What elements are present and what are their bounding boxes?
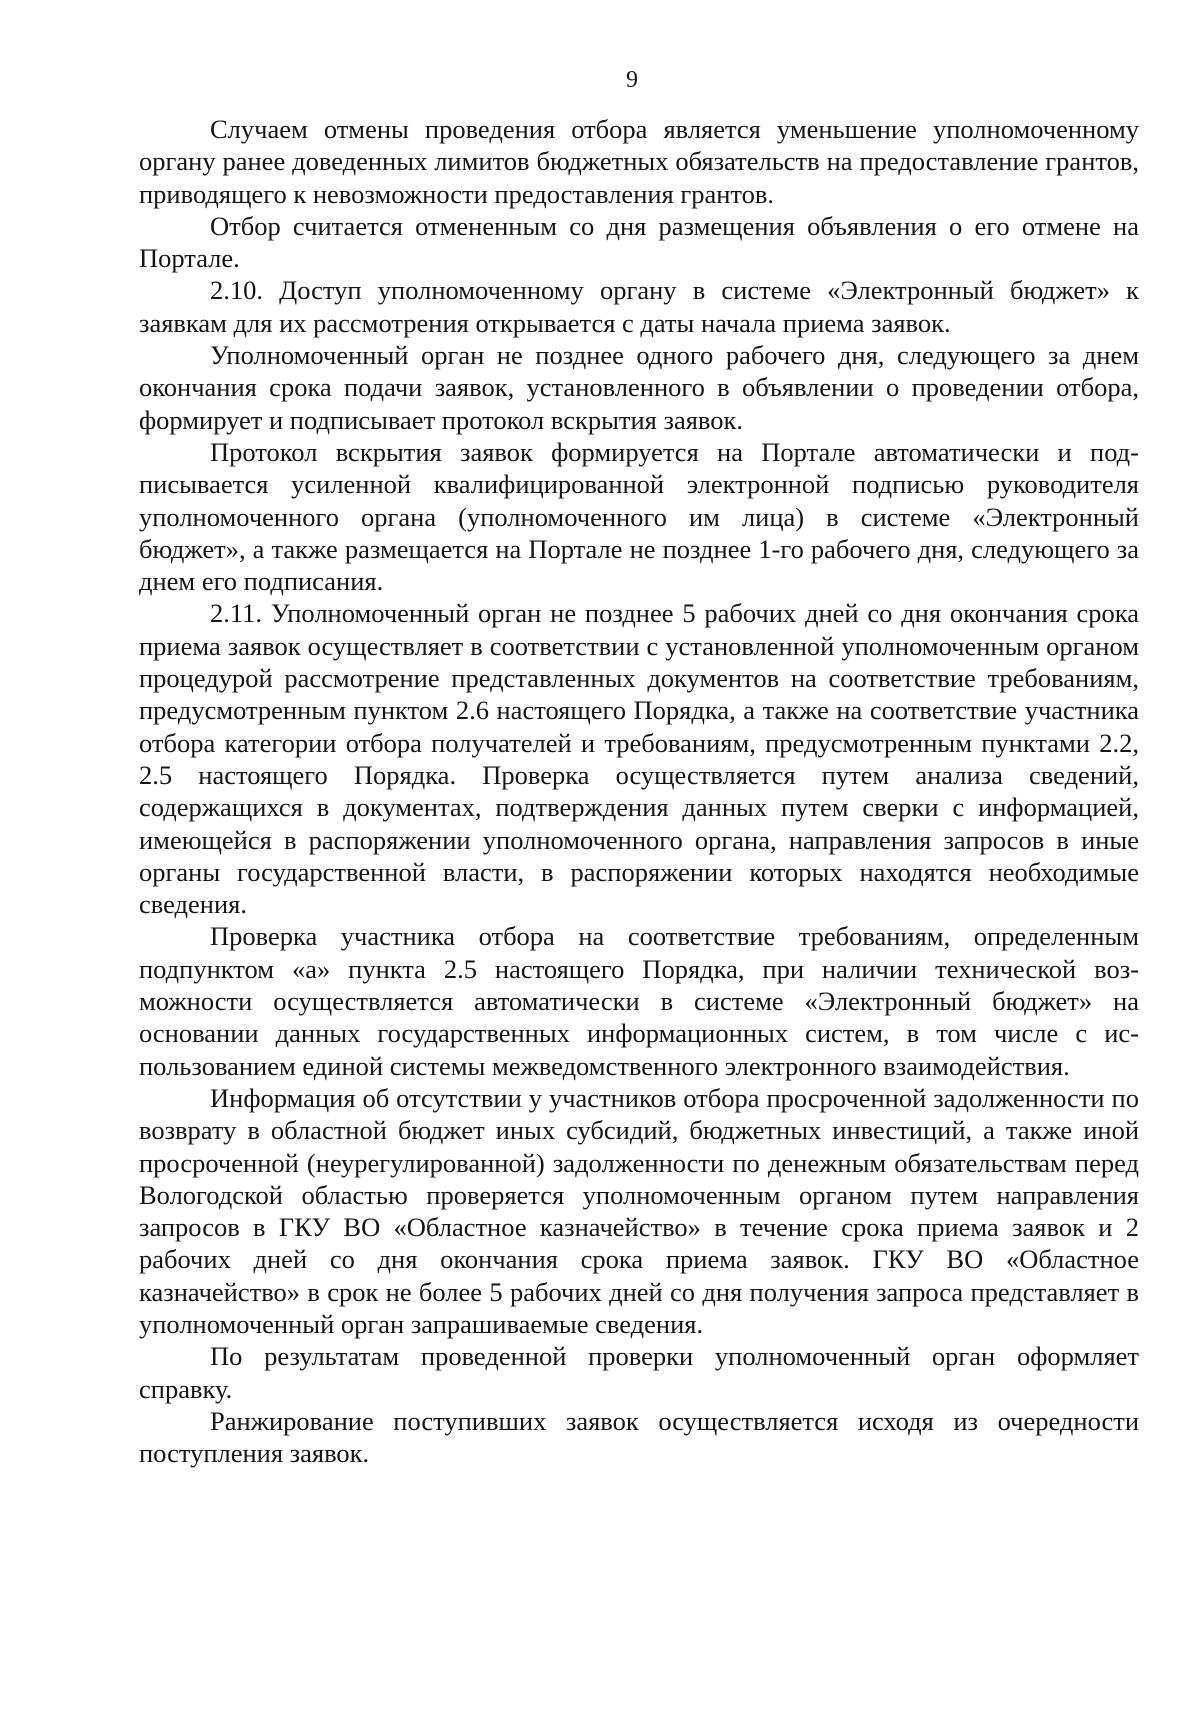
paragraph-2-10-access: 2.10. Доступ уполномоченному органу в системе «Электронный бюджет» к заявкам для их рассмотрения открывается с даты начала приема заявок. bbox=[139, 275, 1139, 338]
page-number: 9 bbox=[626, 67, 638, 93]
paragraph-ranking: Ранжирование поступивших заявок осуществляется исходя из очередности поступления заявок. bbox=[139, 1405, 1139, 1469]
paragraph-debt-information: Информация об отсутствии у участников отбора просроченной задолженности по возврату в областной бюджет иных субсидий, бюджетных инвестиций, а также иной просроченной (неурегулированной) задолженности по денежным обязательствам перед Вологодской областью проверяется уполномоченным органом путем направления запросов в ГКУ ВО «Областное казначейство» в течение срока приема заявок и 2 рабочих дней со дня окончания срока приема заявок. ГКУ ВО «Областное казначейство» в срок не более 5 рабочих дней со дня получения запроса представляет в уполномоченный орган запрашиваемые сведения. bbox=[139, 1082, 1139, 1339]
paragraph-2-11-review: 2.11. Уполномоченный орган не позднее 5 рабочих дней со дня окончания срока приема заявок осуществляет в соответствии с установленной уполномоченным органом процедурой рассмотрение представленных документов на соответствие требованиям, предусмотренным пунктом 2.6 настоящего Порядка, а также на соответствие участника отбора категории отбора получателей и требованиям, предусмотренным пунктами 2.2, 2.5 настоящего Порядка. Проверка осуществляется путем анализа сведений, содержащихся в документах, подтверждения данных путем сверки с информацией, имеющейся в распоряжении уполномоченного органа, направления запросов в иные органы государственной власти, в распоряжении которых находятся необходимые сведения. bbox=[139, 598, 1139, 920]
paragraph-cancellation-reason: Случаем отмены проведения отбора является уменьшение уполномоченному органу ранее доведенных лимитов бюджетных обязательств на предоставление грантов, приводящего к невозможности предоставления грантов. bbox=[139, 114, 1139, 209]
paragraph-check-certificate: По результатам проведенной проверки уполномоченный орган оформляет справку. bbox=[139, 1341, 1139, 1404]
paragraph-opening-protocol-publication: Протокол вскрытия заявок формируется на Портале автоматически и подписывается усиленной квалифицированной электронной подписью руководителя уполномоченного органа (уполномоченного им лица) в системе «Электронный бюджет», а также размещается на Портале не позднее 1-го рабочего дня, следующего за днем его подписания. bbox=[139, 436, 1139, 597]
paragraph-automatic-check: Проверка участника отбора на соответствие требованиям, определенным подпунктом «а» пункта 2.5 настоящего Порядка, при наличии технической возможности осуществляется автоматически в системе «Электронный бюджет» на основании данных государственных информационных систем, в том числе с использованием единой системы межведомственного электронного взаимодействия. bbox=[139, 921, 1139, 1081]
paragraph-cancellation-date: Отбор считается отмененным со дня размещения объявления о его отмене на Портале. bbox=[139, 210, 1139, 274]
paragraph-opening-protocol-signing: Уполномоченный орган не позднее одного рабочего дня, следующего за днем окончания срока подачи заявок, установленного в объявлении о проведении отбора, формирует и подписывает протокол вскрытия заявок. bbox=[139, 340, 1139, 435]
document-body bbox=[139, 113, 1139, 1469]
